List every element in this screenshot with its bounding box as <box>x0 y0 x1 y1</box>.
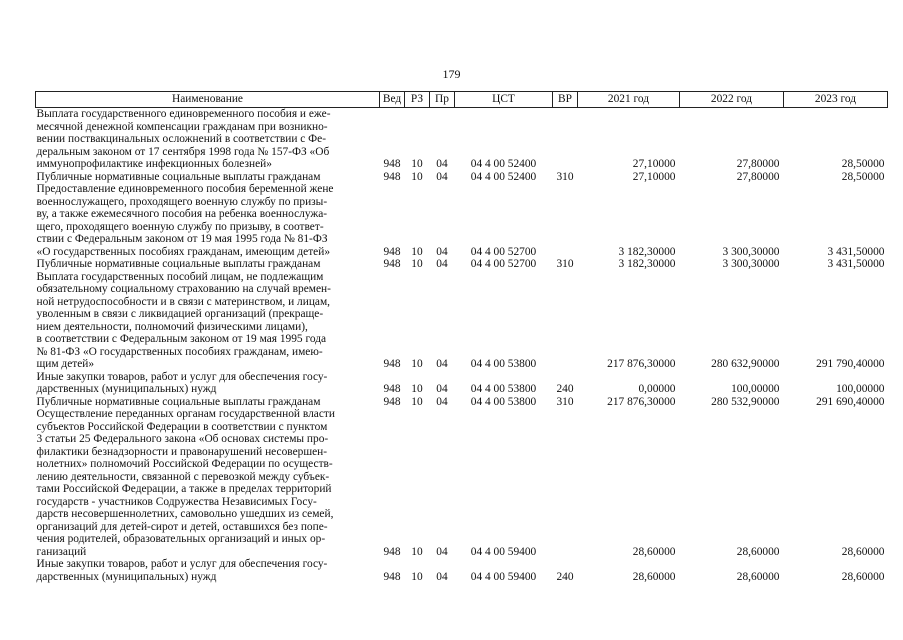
name-line: Иные закупки товаров, работ и услуг для обеспечения госу- <box>36 558 328 570</box>
name-line: Выплата государственного единовременного пособия и еже- <box>36 108 331 120</box>
table-row <box>36 408 888 558</box>
budget-table <box>35 91 888 583</box>
cell-rz: 10 <box>411 545 423 558</box>
name-line: Публичные нормативные социальные выплаты гражданам <box>36 395 321 408</box>
table-row <box>36 108 888 171</box>
name-line: Осуществление переданных органам государственной власти <box>36 408 335 420</box>
cell-pr: 04 <box>436 358 448 370</box>
cell-ved: 948 <box>383 158 401 170</box>
cell-pr: 04 <box>436 258 448 270</box>
cell-vr: 240 <box>556 383 574 395</box>
name-line: Выплата государственных пособий лицам, не подлежащим <box>36 270 324 283</box>
cell-rz: 10 <box>411 570 423 583</box>
cell-ved: 948 <box>383 258 401 270</box>
name-line: щего, проходящего военную службу по призыву, в соответ- <box>36 220 324 233</box>
page-number: 179 <box>442 67 461 81</box>
cell-rz: 10 <box>411 158 423 170</box>
name-line: деральным законом от 17 сентября 1998 года № 157-ФЗ «Об <box>36 145 330 158</box>
name-line: лению деятельности, связанной с перевозкой между субъек- <box>36 470 330 483</box>
table-row <box>36 271 888 371</box>
cell-2022: 280 532,90000 <box>711 395 780 408</box>
name-line: нолетних» полномочий Российской Федерации по осуществ- <box>36 458 333 470</box>
cell-rz: 10 <box>411 170 423 183</box>
cell-vr: 310 <box>556 395 574 408</box>
cell-2021: 28,60000 <box>632 570 676 583</box>
cell-pr: 04 <box>436 245 448 258</box>
cell-name <box>36 271 380 371</box>
cell-2022: 27,80000 <box>736 170 780 183</box>
cell-2021: 217 876,30000 <box>607 395 676 408</box>
cell-cst: 04 4 00 53800 <box>470 383 537 395</box>
name-line: дарственных (муниципальных) нужд <box>36 383 217 395</box>
cell-2022: 27,80000 <box>736 158 780 170</box>
name-line: в соответствии с Федеральным законом от 19 мая 1995 года <box>36 333 327 345</box>
cell-2021: 3 182,30000 <box>618 245 676 258</box>
cell-vr <box>553 183 578 258</box>
table-header <box>36 92 888 108</box>
name-line: ву, а также ежемесячного пособия на ребенка военнослужа- <box>36 208 328 220</box>
cell-pr: 04 <box>436 158 448 170</box>
cell-2022: 3 300,30000 <box>722 258 780 270</box>
header-cst: ЦСТ <box>455 92 553 108</box>
cell-pr: 04 <box>436 545 448 558</box>
name-line: № 81-ФЗ «О государственных пособиях гражданам, имею- <box>36 345 323 358</box>
table-row <box>36 558 888 583</box>
name-line: ганизаций <box>36 545 87 558</box>
cell-vr <box>553 408 578 558</box>
name-line: государств - участников Содружества Независимых Госу- <box>36 495 317 508</box>
cell-2021: 28,60000 <box>632 545 676 558</box>
cell-2023: 28,50000 <box>841 170 885 183</box>
cell-2022: 28,60000 <box>736 570 780 583</box>
cell-name <box>36 183 380 258</box>
cell-ved: 948 <box>383 545 401 558</box>
cell-name <box>36 171 380 184</box>
cell-2022: 280 632,90000 <box>711 358 780 370</box>
cell-rz: 10 <box>411 395 423 408</box>
name-line: щим детей» <box>36 358 95 370</box>
header-pr: Пр <box>430 92 455 108</box>
header-2021: 2021 год <box>578 92 680 108</box>
cell-pr: 04 <box>436 170 448 183</box>
cell-2022: 28,60000 <box>736 545 780 558</box>
cell-2023: 3 431,50000 <box>827 258 885 270</box>
name-line: ствии с Федеральным законом от 19 мая 1995 года № 81-ФЗ <box>36 233 328 245</box>
name-line: филактики безнадзорности и правонарушений несовершен- <box>36 445 328 458</box>
cell-2023: 28,60000 <box>841 570 885 583</box>
name-line: «О государственных пособиях гражданам, имеющим детей» <box>36 245 331 258</box>
cell-ved: 948 <box>383 570 401 583</box>
cell-cst: 04 4 00 52400 <box>470 158 537 170</box>
cell-cst: 04 4 00 53800 <box>470 358 537 370</box>
cell-pr: 04 <box>436 395 448 408</box>
cell-rz: 10 <box>411 258 423 270</box>
cell-cst: 04 4 00 52700 <box>470 258 537 270</box>
cell-2021: 3 182,30000 <box>618 258 676 270</box>
header-vr: ВР <box>553 92 578 108</box>
header-2022: 2022 год <box>680 92 784 108</box>
cell-cst: 04 4 00 52700 <box>470 245 537 258</box>
cell-name <box>36 408 380 558</box>
cell-2022: 100,00000 <box>731 383 780 395</box>
cell-ved: 948 <box>383 383 401 395</box>
name-line: военнослужащего, проходящего военную службу по призы- <box>36 195 328 208</box>
name-line: Публичные нормативные социальные выплаты гражданам <box>36 170 321 183</box>
table-row <box>36 171 888 184</box>
table-body <box>36 108 888 584</box>
cell-2023: 291 790,40000 <box>816 358 885 370</box>
cell-ved: 948 <box>383 395 401 408</box>
name-line: дарственных (муниципальных) нужд <box>36 570 217 583</box>
cell-cst: 04 4 00 52400 <box>470 170 537 183</box>
table-row <box>36 258 888 271</box>
cell-vr <box>553 108 578 171</box>
name-line: организаций для детей-сирот и детей, оставшихся без попе- <box>36 520 328 533</box>
name-line: месячной денежной компенсации гражданам при возникно- <box>36 120 328 133</box>
name-line: ной нетрудоспособности и в связи с материнством, и лицам, <box>36 295 331 308</box>
name-line: Иные закупки товаров, работ и услуг для обеспечения госу- <box>36 370 328 383</box>
header-name: Наименование <box>36 92 380 108</box>
cell-name <box>36 396 380 409</box>
cell-2023: 28,50000 <box>841 158 885 170</box>
name-line: уволенным в связи с ликвидацией организаций (прекраще- <box>36 308 324 320</box>
header-rz: РЗ <box>405 92 430 108</box>
cell-2021: 27,10000 <box>632 158 676 170</box>
cell-rz: 10 <box>411 245 423 258</box>
cell-2021: 27,10000 <box>632 170 676 183</box>
name-line: Предоставление единовременного пособия беременной жене <box>36 183 334 195</box>
header-2023: 2023 год <box>784 92 888 108</box>
cell-2023: 100,00000 <box>836 383 885 395</box>
cell-cst: 04 4 00 59400 <box>470 570 537 583</box>
cell-name <box>36 258 380 271</box>
name-line: тами Российской Федерации, а также в пределах территорий <box>36 483 332 495</box>
name-line: обязательному социальному страхованию на случай времен- <box>36 283 331 295</box>
cell-vr: 310 <box>556 170 574 183</box>
header-ved: Вед <box>380 92 405 108</box>
cell-pr: 04 <box>436 383 448 395</box>
cell-2023: 28,60000 <box>841 545 885 558</box>
name-line: субъектов Российской Федерации в соответствии с пунктом <box>36 420 328 433</box>
cell-ved: 948 <box>383 358 401 370</box>
cell-cst: 04 4 00 53800 <box>470 395 537 408</box>
name-line: Публичные нормативные социальные выплаты гражданам <box>36 258 321 270</box>
cell-vr <box>553 271 578 371</box>
cell-vr: 310 <box>556 258 574 270</box>
name-line: дарств несовершеннолетних, самовольно ушедших из семей, <box>36 508 334 520</box>
name-line: вении поствакцинальных осложнений в соответствии с Фе- <box>36 133 327 145</box>
name-line: чения родителей, образовательных организаций и иных ор- <box>36 533 326 545</box>
cell-2021: 217 876,30000 <box>607 358 676 370</box>
table-row <box>36 371 888 396</box>
name-line: 3 статьи 25 Федерального закона «Об основах системы про- <box>36 433 329 445</box>
name-line: иммунопрофилактике инфекционных болезней» <box>36 158 272 170</box>
cell-2022: 3 300,30000 <box>722 245 780 258</box>
cell-vr: 240 <box>556 570 574 583</box>
cell-name <box>36 558 380 583</box>
cell-cst: 04 4 00 59400 <box>470 545 537 558</box>
cell-2023: 291 690,40000 <box>816 395 885 408</box>
cell-2021: 0,00000 <box>638 383 676 395</box>
table-row <box>36 183 888 258</box>
cell-name <box>36 371 380 396</box>
cell-name <box>36 108 380 171</box>
cell-rz: 10 <box>411 358 423 370</box>
cell-ved: 948 <box>383 170 401 183</box>
cell-ved: 948 <box>383 245 401 258</box>
name-line: нием деятельности, полномочий физическими лицами), <box>36 320 308 333</box>
cell-2023: 3 431,50000 <box>827 245 885 258</box>
cell-rz: 10 <box>411 383 423 395</box>
cell-pr: 04 <box>436 570 448 583</box>
table-row <box>36 396 888 409</box>
